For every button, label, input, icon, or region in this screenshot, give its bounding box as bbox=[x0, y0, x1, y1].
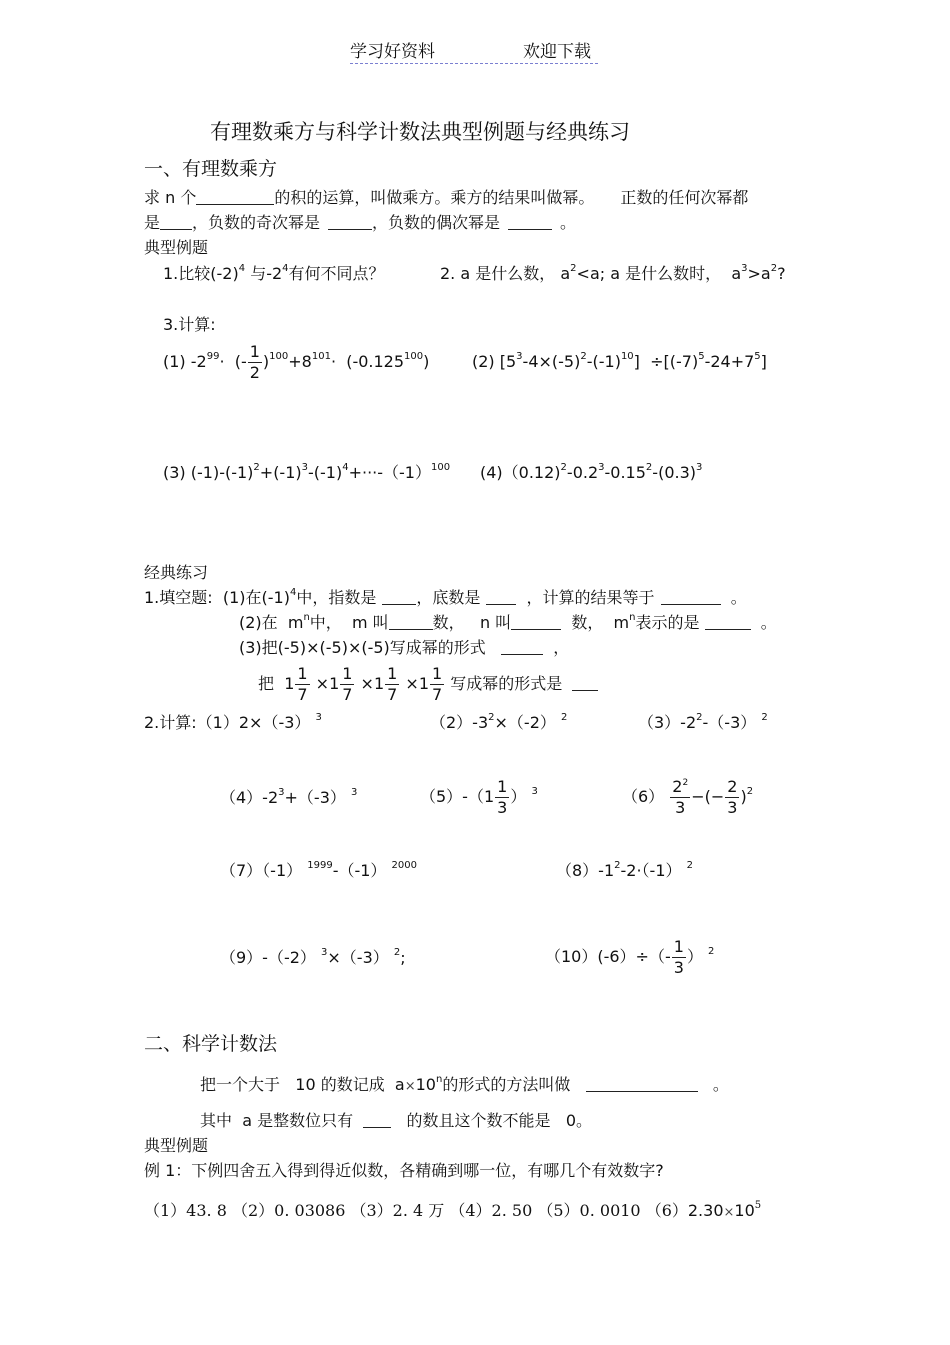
answer-blank[interactable] bbox=[160, 215, 192, 230]
example-sci-items: （1）43. 8 （2）0. 03086 （3）2. 4 万 （4）2. 50 （5）0. 0010 $(6)2.30\times 10^5$ bbox=[144, 1200, 762, 1220]
examples-label-2: 典型例题 bbox=[144, 1136, 209, 1155]
sci-condition-line: 其中 a 是整数位只有 的数且这个数不能是 0。 bbox=[200, 1111, 592, 1130]
practice-label: 经典练习 bbox=[144, 563, 209, 582]
answer-blank[interactable] bbox=[705, 615, 751, 630]
intro-line-2: 是 ，负数的奇次幂是 ，负数的偶次幂是 。 bbox=[144, 213, 577, 232]
calc-practice-3: $(3)-2^2-(-3)$ $^2$ bbox=[638, 712, 768, 732]
answer-blank[interactable] bbox=[363, 1113, 391, 1128]
section-heading-1: 一、有理数乘方 bbox=[144, 158, 278, 180]
calc-practice-9: （9）-（-2） $^3$×（-3） $^2$; bbox=[220, 947, 406, 967]
answer-blank[interactable] bbox=[586, 1077, 698, 1092]
calc-practice-10: （10）(-6）÷（- $\frac{1}{3}$ ） $^2$ bbox=[545, 937, 715, 977]
answer-blank[interactable] bbox=[328, 215, 372, 230]
calc-practice-8: $(8)-1^2-2\cdot(-1)$ $^2$ bbox=[556, 860, 693, 880]
calc-practice-row-1: 2.计算:（1）2×（-3） $^3$ bbox=[144, 712, 322, 732]
intro-line-1: 求 n 个 的积的运算，叫做乘方。乘方的结果叫做幂。 正数的任何次幂都 bbox=[144, 188, 749, 207]
calc-practice-2: $(2)-3^2\times(-2)$ $^2$ bbox=[430, 712, 568, 732]
answer-blank[interactable] bbox=[382, 590, 416, 605]
fill-blank-3: (3)把(-5)×(-5)×(-5)写成幂的形式 ， bbox=[239, 638, 570, 657]
fill-blank-1: 1.填空题: (1)在$(-1)^4$中，指数是 ，底数是 ，计算的结果等于 。 bbox=[144, 587, 747, 607]
answer-blank[interactable] bbox=[661, 590, 721, 605]
answer-blank[interactable] bbox=[389, 615, 433, 630]
example-1: 1.比较$(-2)^4$ 与$-2^4$有何不同点？ bbox=[163, 263, 385, 283]
header-divider bbox=[350, 63, 598, 64]
example-sci-1: 例 1：下例四舍五入得到得近似数，各精确到哪一位，有哪几个有效数字? bbox=[144, 1161, 664, 1180]
answer-blank[interactable] bbox=[501, 640, 543, 655]
fill-blank-4: 把 1 $\frac{1}{7}$ ×1 $\frac{1}{7}$ ×1 $\frac{1}{7}$ ×1 $\frac{1}{7}$ 写成幂的形式是 bbox=[258, 662, 598, 706]
calc-2: (2) $[5^3-4\times(-5)^2-(-1)^{10}] \div[(-7)^5-24+7^5]$ bbox=[472, 351, 767, 371]
calc-4: $(4)(0.12)^2-0.2^3-0.15^2-(0.3)^3$ bbox=[480, 462, 703, 482]
answer-blank[interactable] bbox=[572, 676, 598, 691]
examples-label-1: 典型例题 bbox=[144, 238, 209, 257]
answer-blank[interactable] bbox=[196, 190, 274, 205]
page-title: 有理数乘方与科学计数法典型例题与经典练习 bbox=[210, 120, 630, 144]
answer-blank[interactable] bbox=[508, 215, 552, 230]
answer-blank[interactable] bbox=[486, 590, 516, 605]
section-heading-2: 二、科学计数法 bbox=[144, 1033, 278, 1055]
calc-practice-6: （6） $\frac{2^2}{3}$ −(− $\frac{2}{3}$ )$^2$ bbox=[622, 777, 754, 817]
calc-3: (3) $(-1)-(-1)^2+(-1)^3-(-1)^4+\cdot\cdot\cdot-(-1)^{100}$ bbox=[163, 462, 451, 482]
sci-definition-line: 把一个大于 10 的数记成 $a\times 10^n$的形式的方法叫做 。 bbox=[200, 1074, 729, 1094]
answer-blank[interactable] bbox=[511, 615, 561, 630]
header-right: 欢迎下载 bbox=[523, 42, 591, 62]
example-2: 2. a 是什么数， $a^2<a$; a 是什么数时， $a^3>a^2$? bbox=[440, 263, 786, 283]
fill-blank-2: (2)在 $m^n$中， m 叫 数， n 叫 数， $m^n$表示的是 。 bbox=[239, 612, 777, 632]
calc-practice-5: （5）-（1 $\frac{1}{3}$ ） $^3$ bbox=[420, 777, 538, 817]
example-3-label: 3.计算: bbox=[163, 315, 216, 334]
calc-1: (1) $-2^{99}\cdot$ (- $\frac{1}{2}$ )$^{100}+8^{101}\cdot (-0.125^{100})$ bbox=[163, 342, 430, 382]
header-left: 学习好资料 bbox=[350, 42, 435, 62]
calc-practice-7: （7）（-1） $^{1999}$-（-1） $^{2000}$ bbox=[220, 860, 417, 880]
calc-practice-4: $(4)-2^3+(-3)$ $^3$ bbox=[220, 787, 358, 807]
